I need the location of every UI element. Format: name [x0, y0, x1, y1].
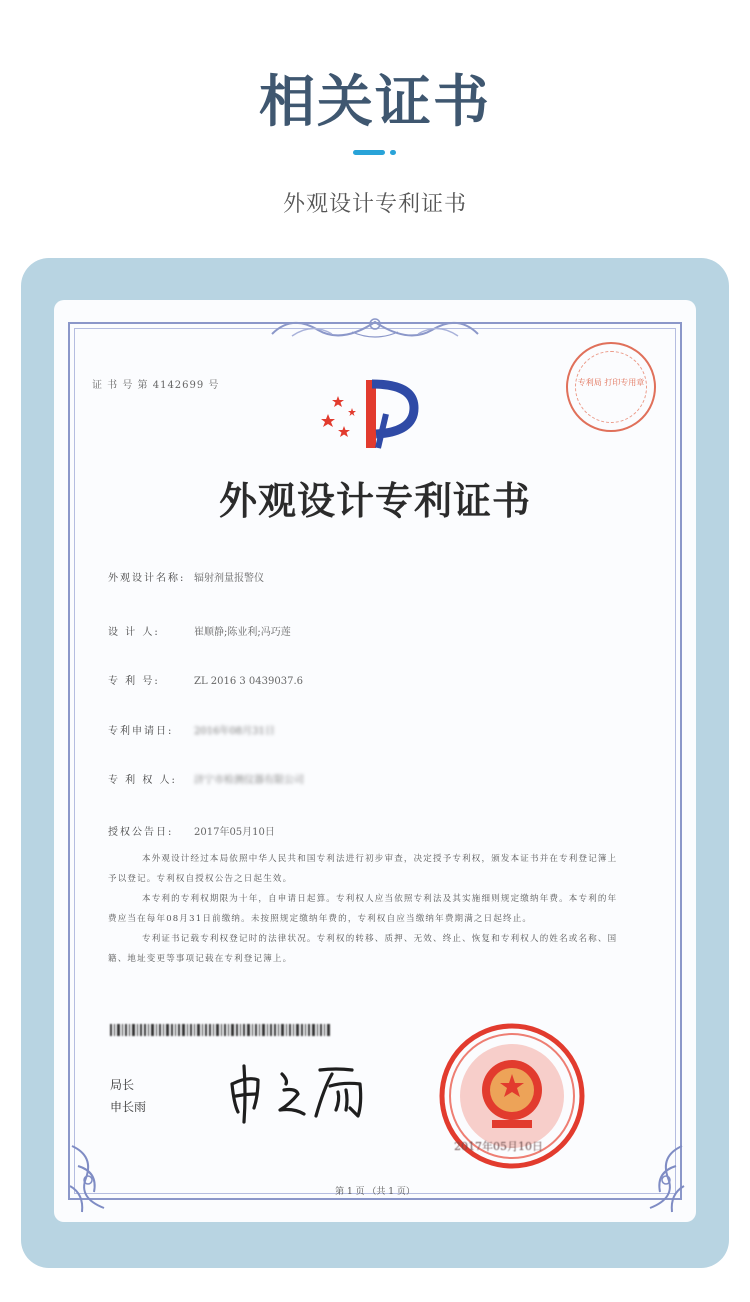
body-paragraph: 本专利的专利权期限为十年，自申请日起算。专利权人应当依照专利法及其实施细则规定缴纳年费。本专利的年费应当在每年08月31日前缴纳。未按照规定缴纳年费的，专利权自应当缴纳年费期满之日起终止。	[108, 894, 618, 924]
field-label: 授权公告日:	[108, 827, 174, 838]
accent-dot	[390, 150, 396, 155]
body-paragraph: 专利证书记载专利权登记时的法律状况。专利权的转移、质押、无效、终止、恢复和专利权人的姓名或名称、国籍、地址变更等事项记载在专利登记簿上。	[108, 934, 618, 964]
patent-office-logo-icon	[316, 374, 426, 454]
field-value: 辐射剂量报警仪	[194, 573, 264, 584]
signatory-labels	[110, 1074, 146, 1118]
field-patent-number	[108, 672, 303, 687]
field-label: 专 利 号:	[108, 676, 160, 687]
field-patentee	[108, 771, 304, 786]
certificate-body	[108, 849, 624, 969]
body-paragraph: 本外观设计经过本局依照中华人民共和国专利法进行初步审查，决定授予专利权，颁发本证书并在专利登记簿上予以登记。专利权自授权公告之日起生效。	[108, 854, 618, 884]
field-designer	[108, 623, 291, 638]
field-value: 济宁市检测仪器有限公司	[194, 775, 304, 786]
title-accent-line	[353, 150, 397, 156]
signatory-title: 局长	[110, 1078, 135, 1092]
field-value: 崔顺静;陈业利;冯巧莲	[194, 627, 291, 638]
section-header	[0, 0, 750, 250]
signatory-name: 申长雨	[110, 1100, 147, 1114]
field-label: 外观设计名称:	[108, 573, 186, 584]
print-stamp	[566, 342, 656, 432]
field-value: 2016年08月31日	[194, 726, 275, 737]
field-label: 设 计 人:	[108, 627, 160, 638]
top-ornament-icon	[262, 312, 488, 342]
corner-ornament-icon	[64, 1136, 134, 1216]
field-label: 专 利 权 人:	[108, 775, 177, 786]
page-number: 第 1 页 （共 1 页）	[335, 1187, 415, 1197]
corner-ornament-icon	[620, 1136, 690, 1216]
field-value: 2017年05月10日	[194, 827, 275, 838]
field-value: ZL 2016 3 0439037.6	[194, 676, 304, 687]
seal-date: 2017年05月10日	[454, 1140, 543, 1153]
barcode	[110, 1024, 332, 1036]
handwritten-signature-icon	[224, 1060, 384, 1130]
certificate-title: 外观设计专利证书	[218, 478, 531, 523]
field-label: 专利申请日:	[108, 726, 174, 737]
page-subtitle: 外观设计专利证书	[282, 192, 467, 217]
page-title: 相关证书	[259, 70, 491, 135]
field-grant-date	[108, 823, 275, 838]
field-design-name	[108, 569, 264, 584]
certificate-number: 证 书 号 第 4142699 号	[92, 380, 220, 391]
field-application-date	[108, 722, 275, 737]
stamp-text: 专利局 打印专用章	[577, 378, 645, 387]
accent-bar	[353, 150, 385, 155]
certificate-image	[54, 300, 696, 1222]
